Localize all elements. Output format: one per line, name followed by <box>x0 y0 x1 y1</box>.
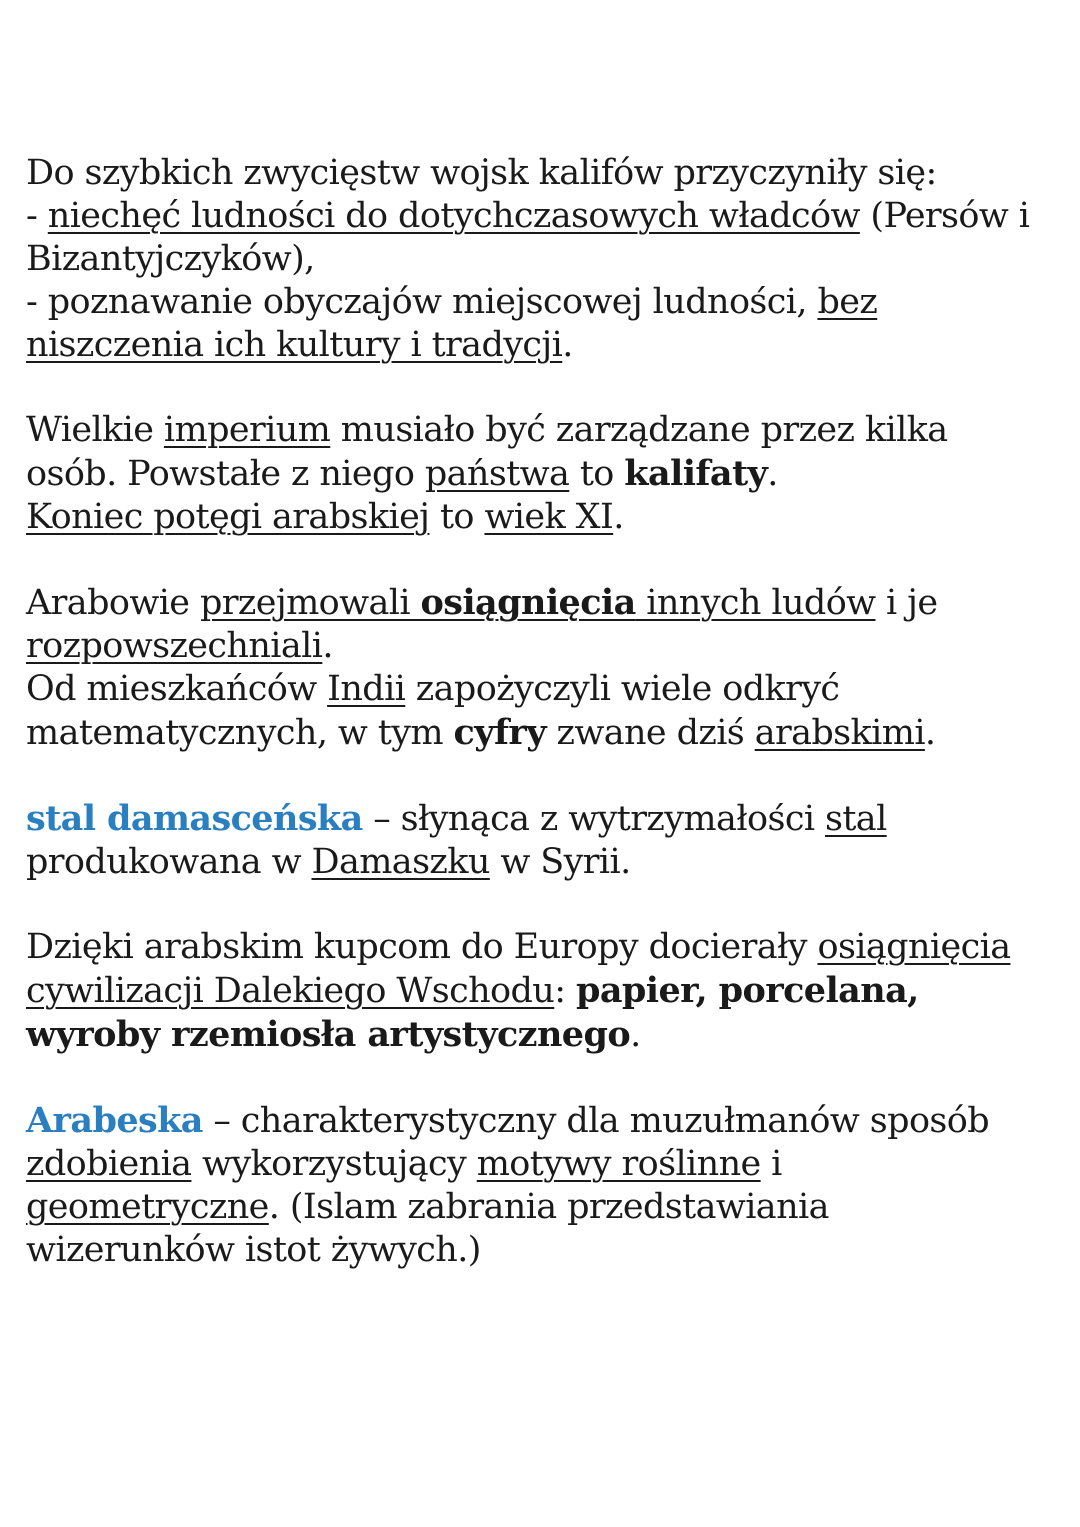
underlined-text: geometryczne <box>26 1187 269 1227</box>
text-line <box>26 841 1066 884</box>
text: Dzięki arabskim kupcom do Europy docierały <box>26 927 818 967</box>
term-damascus-steel: stal damasceńska <box>26 798 363 839</box>
text: Od mieszkańców <box>26 669 328 709</box>
text: . <box>322 626 333 666</box>
text-line <box>26 1013 1066 1057</box>
text: i <box>760 1144 782 1184</box>
underlined-text: rozpowszechniali <box>26 626 323 666</box>
text: produkowana w <box>26 842 312 882</box>
text-line <box>26 238 1066 281</box>
text: zapożyczyli wiele odkryć <box>405 669 840 709</box>
text: Bizantyjczyków), <box>26 239 315 279</box>
underlined-text: niechęć ludności do dotychczasowych władców <box>47 196 860 236</box>
text: i je <box>875 583 938 623</box>
paragraph-caliph-victories <box>26 152 1066 367</box>
text: . <box>767 454 778 494</box>
underlined-text: wiek XI <box>484 497 614 537</box>
underlined-text: innych ludów <box>635 583 876 623</box>
text-line <box>26 1143 1066 1186</box>
text-line <box>26 452 1066 496</box>
underlined-text: cywilizacji Dalekiego Wschodu <box>26 971 555 1011</box>
underlined-text: państwa <box>424 454 570 494</box>
text: – słynąca z wytrzymałości <box>362 799 825 839</box>
underlined-text: bez <box>817 282 878 322</box>
text-line <box>26 152 1066 195</box>
text: to <box>569 454 625 494</box>
text: . <box>613 497 624 537</box>
underlined-text: arabskimi <box>754 713 925 753</box>
text: w Syrii. <box>489 842 631 882</box>
document-page <box>26 152 1066 1314</box>
text-line <box>26 195 1066 238</box>
text: - poznawanie obyczajów miejscowej ludności, <box>26 282 818 322</box>
bold-text: papier, porcelana, <box>575 970 919 1011</box>
text-line <box>26 1229 1066 1272</box>
underlined-text: imperium <box>163 410 331 450</box>
paragraph-trade <box>26 926 1066 1057</box>
paragraph-damascus-steel <box>26 797 1066 884</box>
underlined-text: zdobienia <box>26 1144 192 1184</box>
text: to <box>429 497 485 537</box>
text-line <box>26 969 1066 1013</box>
bold-text: kalifaty <box>624 453 768 494</box>
term-arabesque: Arabeska <box>26 1100 203 1141</box>
paragraph-arabesque <box>26 1099 1066 1272</box>
bold-text: cyfry <box>453 712 546 753</box>
text: wykorzystujący <box>191 1144 477 1184</box>
paragraph-empire <box>26 409 1066 539</box>
text-line <box>26 1186 1066 1229</box>
text-line <box>26 797 1066 841</box>
underlined-text: Koniec potęgi arabskiej <box>26 497 430 537</box>
text-line <box>26 324 1066 367</box>
underlined-bold-text: osiągnięcia <box>420 582 636 623</box>
text: Wielkie <box>26 410 164 450</box>
text: . (Islam zabrania przedstawiania <box>268 1187 829 1227</box>
text-line <box>26 1099 1066 1143</box>
text: matematycznych, w tym <box>26 713 454 753</box>
text: zwane dziś <box>546 713 755 753</box>
underlined-text: przejmowali <box>199 583 421 623</box>
text-line <box>26 668 1066 711</box>
text: Arabowie <box>26 583 200 623</box>
text: . <box>924 713 936 753</box>
paragraph-achievements <box>26 581 1066 755</box>
underlined-text: niszczenia ich kultury i tradycji <box>26 325 563 365</box>
underlined-text: Indii <box>327 669 406 709</box>
underlined-text: motywy roślinne <box>476 1144 761 1184</box>
underlined-text: osiągnięcia <box>817 927 1011 967</box>
text: . <box>562 325 573 365</box>
text: musiało być zarządzane przez kilka <box>330 410 948 450</box>
text-line <box>26 926 1066 969</box>
text: Do szybkich zwycięstw wojsk kalifów przyczyniły się: <box>26 153 937 193</box>
underlined-text: stal <box>824 799 887 839</box>
text: - <box>26 196 48 236</box>
text: (Persów i <box>859 196 1030 236</box>
text-line <box>26 409 1066 452</box>
text: osób. Powstałe z niego <box>26 454 425 494</box>
text-line <box>26 496 1066 539</box>
text-line <box>26 281 1066 324</box>
text-line <box>26 625 1066 668</box>
text-line <box>26 581 1066 625</box>
text: wizerunków istot żywych.) <box>26 1230 481 1270</box>
text: – charakterystyczny dla muzułmanów sposób <box>202 1101 990 1141</box>
text: : <box>554 971 576 1011</box>
text: . <box>630 1015 641 1055</box>
underlined-text: Damaszku <box>311 842 490 882</box>
bold-text: wyroby rzemiosła artystycznego <box>26 1014 631 1055</box>
text-line <box>26 711 1066 755</box>
